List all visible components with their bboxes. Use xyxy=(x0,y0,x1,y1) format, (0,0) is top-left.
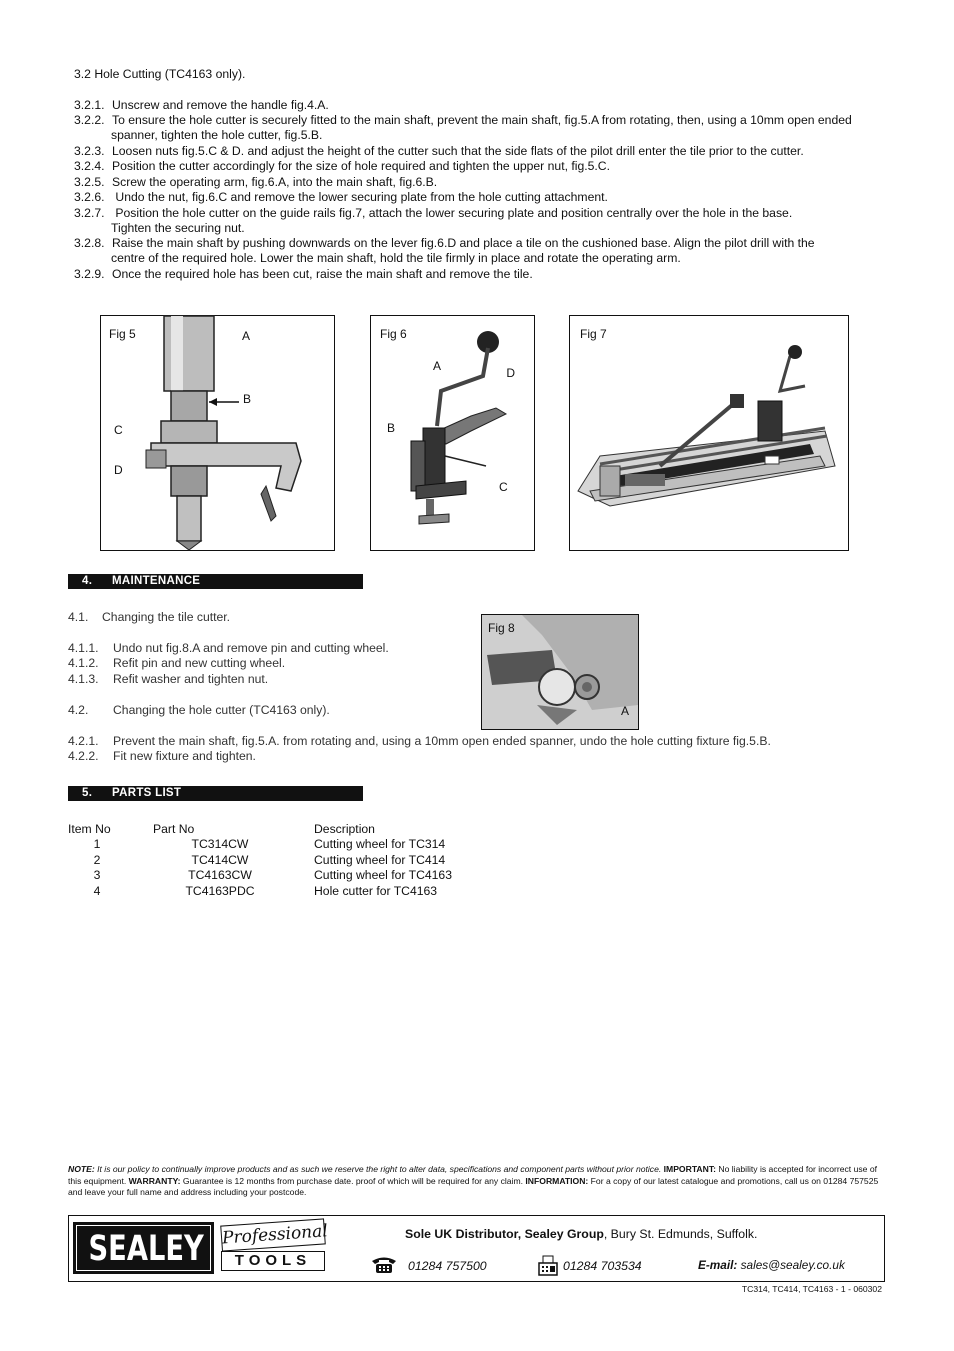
step-3-2-4: 3.2.4. Position the cutter accordingly for the size of hole required and tighten the upper nut, fig.5.C. xyxy=(74,159,610,173)
fig8-callout-a: A xyxy=(621,704,630,718)
section-5-header xyxy=(68,786,363,801)
fig6-callout-c: C xyxy=(499,480,508,494)
tools-logo: TOOLS xyxy=(221,1251,325,1271)
maint-item-4-1-2: 4.1.2. Refit pin and new cutting wheel. xyxy=(68,656,286,670)
parts-description: Hole cutter for TC4163 xyxy=(314,883,438,898)
table-row xyxy=(68,883,452,899)
figure-8 xyxy=(481,614,639,730)
professional-script-logo: Professional xyxy=(220,1218,326,1251)
step-3-2-2: 3.2.2. To ensure the hole cutter is securely fitted to the main shaft, prevent the main shaft, fig.5.A from rotating, then, using a 10mm open ended xyxy=(74,113,852,127)
fig6-callout-b: B xyxy=(387,421,396,435)
fig7-label: Fig 7 xyxy=(580,327,607,341)
fig5-callout-b: B xyxy=(243,392,252,406)
fig8-label: Fig 8 xyxy=(488,621,515,635)
document-reference: TC314, TC414, TC4163 - 1 - 060302 xyxy=(741,1284,882,1294)
parts-part-no: TC314CW xyxy=(191,837,249,852)
step-3-2-1: 3.2.1. Unscrew and remove the handle fig.4.A. xyxy=(74,98,329,112)
step-3-2-9: 3.2.9. Once the required hole has been cut, raise the main shaft and remove the tile. xyxy=(74,267,533,281)
maint-item-4-1: 4.1. Changing the tile cutter. xyxy=(68,610,231,624)
figure-7 xyxy=(569,315,849,551)
step-continuation: spanner, tighten the hole cutter, fig.5.B. xyxy=(111,128,323,142)
fig6-callout-d: D xyxy=(506,366,515,380)
fig6-illustration xyxy=(371,316,534,550)
table-row xyxy=(68,837,452,853)
maint-item-4-1-3: 4.1.3. Refit washer and tighten nut. xyxy=(68,672,269,686)
fax-number: 01284 703534 xyxy=(563,1259,642,1273)
email-line xyxy=(698,1258,845,1272)
parts-description: Cutting wheel for TC4163 xyxy=(314,868,452,883)
step-3-2-5: 3.2.5. Screw the operating arm, fig.6.A, into the main shaft, fig.6.B. xyxy=(74,175,438,189)
fig5-callout-d: D xyxy=(114,463,123,477)
phone-number: 01284 757500 xyxy=(408,1259,487,1273)
footer-box xyxy=(68,1215,885,1282)
parts-header-description: Description xyxy=(314,821,375,836)
maint-item-4-1-1: 4.1.1. Undo nut fig.8.A and remove pin and cutting wheel. xyxy=(68,641,389,655)
parts-description: Cutting wheel for TC314 xyxy=(314,837,446,852)
step-3-2-7: 3.2.7. Position the hole cutter on the guide rails fig.7, attach the lower securing plate and position centrally over the hole in the base. xyxy=(74,206,793,220)
fig7-illustration xyxy=(570,316,848,550)
section-4-header xyxy=(68,574,363,589)
parts-table-body xyxy=(68,837,452,899)
fig5-callout-c: C xyxy=(114,423,123,437)
fax-icon xyxy=(537,1255,559,1277)
parts-item-no: 2 xyxy=(93,852,101,867)
fig5-illustration xyxy=(101,316,334,550)
figure-6 xyxy=(370,315,535,551)
parts-header-item: Item No xyxy=(68,821,111,836)
fig6-callout-a: A xyxy=(433,359,442,373)
figure-5 xyxy=(100,315,335,551)
maint-item-4-2-1: 4.2.1. Prevent the main shaft, fig.5.A. from rotating and, using a 10mm open ended spanner, undo the hole cutting fixture fig.5.B. xyxy=(68,734,771,748)
parts-description: Cutting wheel for TC414 xyxy=(314,852,446,867)
step-3-2-3: 3.2.3. Loosen nuts fig.5.C & D. and adjust the height of the cutter such that the side flats of the pilot drill enter the tile prior to the cutter. xyxy=(74,144,804,158)
table-row xyxy=(68,852,452,868)
parts-header-part: Part No xyxy=(153,821,195,836)
fig6-label: Fig 6 xyxy=(380,327,407,341)
section-4-title: MAINTENANCE xyxy=(112,575,201,587)
table-row xyxy=(68,868,452,884)
email-label: E-mail: xyxy=(698,1258,738,1272)
parts-part-no: TC4163PDC xyxy=(185,883,255,898)
parts-table-header xyxy=(68,821,452,837)
section-4-number: 4. xyxy=(82,575,93,587)
parts-table xyxy=(68,821,452,899)
email-address: sales@sealey.co.uk xyxy=(740,1258,845,1272)
parts-part-no: TC4163CW xyxy=(188,868,252,883)
step-3-2-6: 3.2.6. Undo the nut, fig.6.C and remove the lower securing plate from the hole cutting attachment. xyxy=(74,190,608,204)
parts-item-no: 3 xyxy=(93,868,101,883)
sealey-logo: SEALEY xyxy=(73,1222,214,1274)
legal-note: NOTE: It is our policy to continually improve products and as such we reserve the right to alter data, specifications and component parts without prior notice. IMPORTANT: No liability is accepted for incorrect use of this equipment. WARRANTY: Guarantee is 12 months from purchase date. proof of which will be required for any claim. INFORMATION: For a copy of our latest catalogue and promotions, call us on 01284 757525 and leave your full name and address including your postcode. xyxy=(68,1164,879,1197)
section-5-title: PARTS LIST xyxy=(112,787,182,799)
parts-item-no: 1 xyxy=(93,837,101,852)
step-continuation: Tighten the securing nut. xyxy=(111,221,245,235)
section-3-2-title: 3.2 Hole Cutting (TC4163 only). xyxy=(74,67,246,81)
maint-item-4-2: 4.2. Changing the hole cutter (TC4163 only). xyxy=(68,703,330,717)
distributor-line: Sole UK Distributor, Sealey Group, Bury St. Edmunds, Suffolk. xyxy=(405,1227,758,1241)
step-continuation: centre of the required hole. Lower the main shaft, hold the tile firmly in place and rotate the operating arm. xyxy=(111,251,681,265)
parts-part-no: TC414CW xyxy=(191,852,249,867)
parts-item-no: 4 xyxy=(93,883,101,898)
fig5-callout-a: A xyxy=(242,329,251,343)
step-3-2-8: 3.2.8. Raise the main shaft by pushing downwards on the lever fig.6.D and place a tile on the cushioned base. Align the pilot drill with the xyxy=(74,236,815,250)
telephone-icon xyxy=(371,1256,397,1274)
fig5-label: Fig 5 xyxy=(109,327,136,341)
maint-item-4-2-2: 4.2.2. Fit new fixture and tighten. xyxy=(68,749,256,763)
section-5-number: 5. xyxy=(82,787,93,799)
